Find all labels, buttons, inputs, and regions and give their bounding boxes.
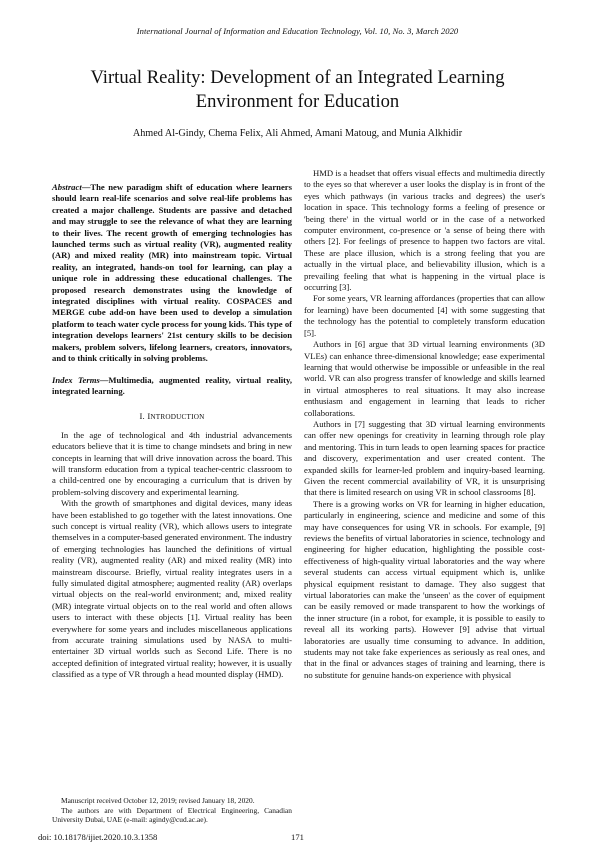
paragraph: With the growth of smartphones and digital devices, many ideas have been established to go together with the latest innovations. One such concept is virtual reality (VR), which allows users to integrate themselves in a computer-based generated environment. The industry of emerging technologies has launched the definitions of virtual reality (VR), augmented reality (AR) and mixed reality (MR) into mainstream discourse. Briefly, virtual reality integrates users in a fully simulated digital atmosphere; augmented reality (AR) overlaps virtual objects on the real-world environment; and, mixed reality (MR) integrate virtual objects on to the real world and often allows users to interact with these objects [1]. Virtual reality has been everywhere for some years and includes miscellaneous applications from accurate training simulations used by NASA to multi-entertainer 3D virtual worlds such as Second Life. There is no accepted definition of integrated virtual reality; however, it is usually classified as a type of VR through a head mounted display (HMD).: [52, 498, 292, 680]
abstract-lead: Abstract: [52, 182, 82, 192]
section-title-rest: NTRODUCTION: [150, 413, 205, 422]
journal-header: International Journal of Information and Education Technology, Vol. 10, No. 3, March 2020: [136, 26, 459, 36]
abstract-text: —The new paradigm shift of education where learners should learn real-life scenarios and solve real-life problems has created a major challenge. Students are passive and detached and may struggle to see the relevance of what they are learning to their lives. The recent growth of emerging technologies has launched terms such as virtual reality (VR), augmented reality (AR) and mixed reality (MR) into mainstream topic. Virtual reality, an integrated, hands-on tool for learning, can play a unique role in addressing these educational challenges. The proposed research demonstrates using the knowledge of integrated disciplines with virtual reality. COSPACES and MERGE cube add-on have been used to develop a simulation platform to teach water cycle process for young kids. This type of integration develops learners' 21st century skills to be decision makers, problem solvers, lifelong learners, creators, innovators, and to think critically in solving problems.: [52, 182, 292, 364]
paragraph: In the age of technological and 4th industrial advancements educators believe that it is time to change mindsets and bring in new concepts in learning that will drive innovation across the board. This will transform education from a typical teacher-centric classroom to a child-centred one by encouraging a curriculum that is driven by problem-solving discovery and experimental learning.: [52, 429, 292, 497]
section-heading-introduction: [52, 411, 292, 423]
left-column: [52, 168, 292, 681]
abstract: [52, 182, 292, 365]
paragraph: Authors in [6] argue that 3D virtual learning environments (3D VLEs) can enhance three-dimensional knowledge; ease experimental learning that would otherwise be impossible or unfeasible in the real world. VR can also progress transfer of knowledge and skills learned in virtual atmospheres to real situations. It may also increase enthusiasm and engagement in learning that leads to richer collaborations.: [304, 339, 545, 418]
paper-title: Virtual Reality: Development of an Integrated Learning Environment for Education: [90, 67, 505, 112]
section-title-first: I: [147, 411, 151, 422]
section-numeral: I.: [139, 411, 145, 422]
page-number: 171: [291, 832, 304, 842]
footnote: [52, 796, 292, 825]
paragraph: For some years, VR learning affordances (properties that can allow for learning) have been documented [4] with some suggesting that the technology has the potential to completely transform education [5].: [304, 293, 545, 338]
footnote-affiliation: The authors are with Department of Electrical Engineering, Canadian University Dubai, UAE (e-mail: agindy@cud.ac.ae).: [52, 805, 292, 825]
author-list: Ahmed Al-Gindy, Chema Felix, Ali Ahmed, Amani Matoug, and Munia Alkhidir: [132, 128, 463, 139]
index-terms-text: —Multimedia, augmented reality, virtual reality, integrated learning.: [52, 374, 292, 396]
index-terms: [52, 375, 292, 398]
doi: doi: 10.18178/ijiet.2020.10.3.1358: [38, 832, 158, 842]
paragraph: There is a growing works on VR for learning in higher education, particularly in engineering, science and medicine and some of this may have consequences for using VR in schools. For example, [9] reviews the benefits of virtual laboratories in science, technology and engineering for higher education, highlighting the possible cost-effectiveness of high-quality virtual laboratories and the way where several students can access virtual equipment which is, unlike physical equipment resistant to damage. They also suggest that virtual laboratories can make the 'unseen' as the cover of equipment can be easily removed or made transparent to how the workings of the inner structure (in a robot, for example, it is possible to easily to reveal all its working parts). However [9] advise that virtual laboratories are usually time consuming to advance. In addition, students may not take fake experiences as seriously as real ones, and that in the final or advances stages of training and learning, there is no substitute for genuine hands-on experience with physical: [304, 498, 545, 680]
footnote-received: Manuscript received October 12, 2019; revised January 18, 2020.: [61, 796, 255, 805]
paragraph: Authors in [7] suggesting that 3D virtual learning environments can offer new openings for creativity in learning through role play and mentoring. This in turn leads to open learning spaces for practice and discovery, experimentation and user created content. The expanded skills for learner-led problem and inquiry-based learning. Given the recent commercial availability of VR, it is unsurprising that there is limited research on using VR in school classrooms [8].: [304, 418, 545, 498]
paragraph: HMD is a headset that offers visual effects and multimedia directly to the eyes so that wherever a user looks the display is in front of the eyes which pathways (in various tracks and degrees) the user's location in space. This technology forms a feeling of presence or 'being there' in the virtual world or in the case of a networked computer environment, co-presence or 'a sense of being there with others [2]. For feelings of presence to happen two factors are vital. These are place illusion, which is a strong feeling that you are actually in the virtual place, and believability illusion, which is a prevailing feeling that what is happening in the virtual place is occurring [3].: [304, 168, 545, 293]
index-terms-lead: Index Terms: [52, 374, 100, 385]
right-column: [304, 168, 545, 681]
